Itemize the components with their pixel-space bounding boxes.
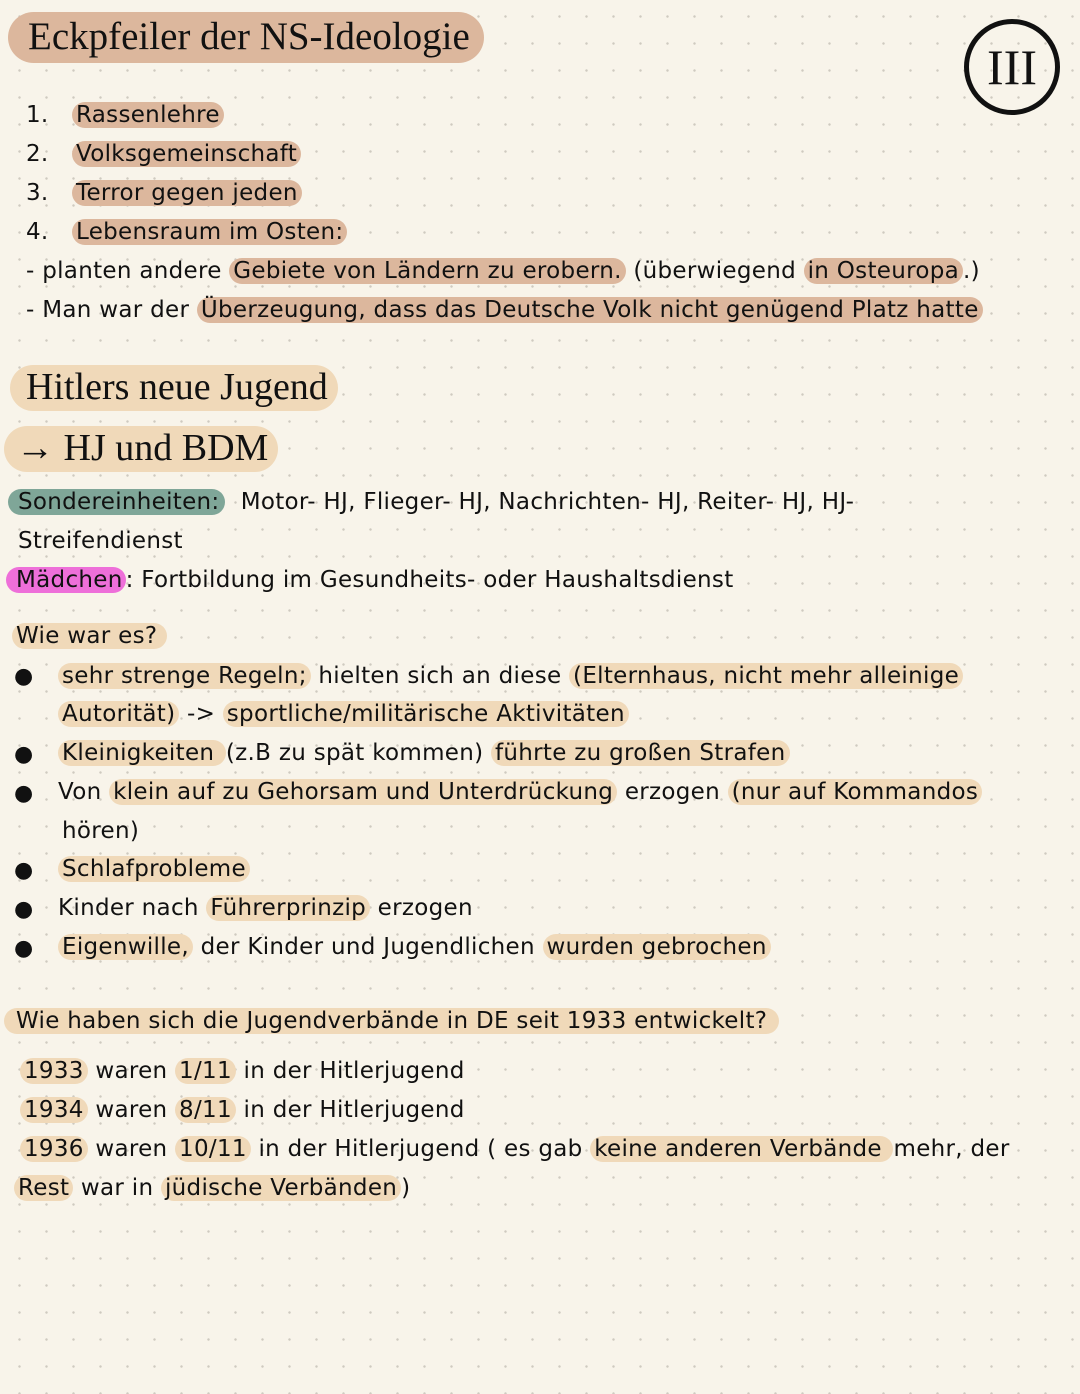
text: (überwiegend [625, 258, 804, 284]
text: erzogen [617, 779, 728, 805]
year: 1934 [20, 1097, 88, 1123]
question-jugendverbaende: Wie haben sich die Jugendverbände in DE seit 1933 entwickelt? [4, 1008, 779, 1034]
bullet-icon: ● [14, 897, 34, 922]
fraction: 8/11 [175, 1097, 236, 1123]
year: 1936 [20, 1136, 88, 1162]
bullet-item [58, 856, 250, 882]
text: - planten andere [26, 258, 230, 284]
text: war in [73, 1175, 161, 1201]
heading-wie-war-es: Wie war es? [12, 623, 167, 649]
text: erzogen [370, 895, 473, 921]
text: : Fortbildung im Gesundheits- oder Haushaltsdienst [125, 567, 734, 593]
page-number-badge [964, 19, 1060, 115]
text: waren [87, 1136, 176, 1162]
text: .) [963, 258, 980, 284]
highlight: (nur auf Kommandos [728, 779, 983, 805]
highlight: Rest [14, 1175, 73, 1201]
list-item [26, 102, 224, 128]
list-text: Rassenlehre [72, 102, 224, 128]
highlight: Überzeugung, dass das Deutsche Volk nicht genügend Platz hatte [197, 297, 983, 323]
list-number: 3. [26, 180, 49, 206]
highlight: Führerprinzip [206, 895, 370, 921]
bullet-item [58, 934, 771, 960]
highlight: wurden gebrochen [543, 934, 771, 960]
stat-row-1936 [20, 1136, 1010, 1162]
list-item [26, 180, 302, 206]
sondereinheiten-cont: Streifendienst [18, 528, 183, 554]
bullet-icon: ● [14, 781, 34, 806]
list-number: 2. [26, 141, 49, 167]
bullet-item [58, 895, 473, 921]
subtitle-hj-bdm: → HJ und BDM [4, 426, 278, 472]
list-text: Lebensraum im Osten: [72, 219, 347, 245]
highlight: klein auf zu Gehorsam und Unterdrückung [109, 779, 617, 805]
dash-line-ueberzeugung [26, 297, 983, 323]
highlight: in Osteuropa [804, 258, 963, 284]
stat-row-1933 [20, 1058, 465, 1084]
fraction: 10/11 [175, 1136, 251, 1162]
highlight: keine anderen Verbände [590, 1136, 893, 1162]
text: in der Hitlerjugend [235, 1097, 465, 1123]
list-item [26, 141, 301, 167]
page-number-text: III [987, 39, 1037, 95]
bullet-icon: ● [14, 858, 34, 883]
stat-row-1934 [20, 1097, 465, 1123]
highlight: jüdische Verbänden [161, 1175, 401, 1201]
highlight: Autorität) [58, 701, 179, 727]
bullet-item [58, 740, 790, 766]
label-maedchen: Mädchen [6, 567, 126, 593]
text: ) [401, 1175, 411, 1201]
list-number: 1. [26, 102, 49, 128]
dash-line-gebiete [26, 258, 980, 284]
label-sondereinheiten: Sondereinheiten: [8, 489, 225, 515]
bullet-item-cont: hören) [62, 818, 140, 844]
year: 1933 [20, 1058, 88, 1084]
text: Kinder nach [58, 895, 207, 921]
text: in der Hitlerjugend ( es gab [250, 1136, 591, 1162]
bullet-icon: ● [14, 664, 34, 689]
highlight: führte zu großen Strafen [491, 740, 790, 766]
fraction: 1/11 [175, 1058, 236, 1084]
highlight: Gebiete von Ländern zu erobern. [229, 258, 625, 284]
highlight: sehr strenge Regeln; [58, 663, 311, 689]
bullet-icon: ● [14, 742, 34, 767]
text: in der Hitlerjugend [235, 1058, 465, 1084]
text: (z.B zu spät kommen) [225, 740, 491, 766]
text: -> [179, 701, 223, 727]
text: Motor- HJ, Flieger- HJ, Nachrichten- HJ, Reiter- HJ, HJ- [240, 489, 855, 515]
highlight: (Elternhaus, nicht mehr alleinige [569, 663, 963, 689]
text: mehr, der [893, 1136, 1010, 1162]
bullet-item [58, 663, 963, 689]
text: waren [87, 1097, 176, 1123]
text: Von [58, 779, 110, 805]
section-title-hitlers-jugend: Hitlers neue Jugend [10, 365, 338, 411]
bullet-item [58, 779, 982, 805]
list-text: Volksgemeinschaft [72, 141, 301, 167]
list-number: 4. [26, 219, 49, 245]
text: - Man war der [26, 297, 197, 323]
highlight: sportliche/militärische Aktivitäten [223, 701, 629, 727]
text: hielten sich an diese [310, 663, 570, 689]
section-title-ns-ideologie: Eckpfeiler der NS-Ideologie [8, 12, 484, 63]
bullet-item-cont [58, 701, 629, 727]
highlight: Schlafprobleme [58, 856, 250, 882]
list-item [26, 219, 347, 245]
text: der Kinder und Jugendlichen [193, 934, 543, 960]
text: waren [87, 1058, 176, 1084]
list-text: Terror gegen jeden [72, 180, 302, 206]
bullet-icon: ● [14, 936, 34, 961]
highlight: Kleinigkeiten [58, 740, 226, 766]
maedchen-line [6, 567, 734, 593]
stat-row-rest [14, 1175, 410, 1201]
sondereinheiten-line [8, 489, 854, 515]
highlight: Eigenwille, [58, 934, 193, 960]
